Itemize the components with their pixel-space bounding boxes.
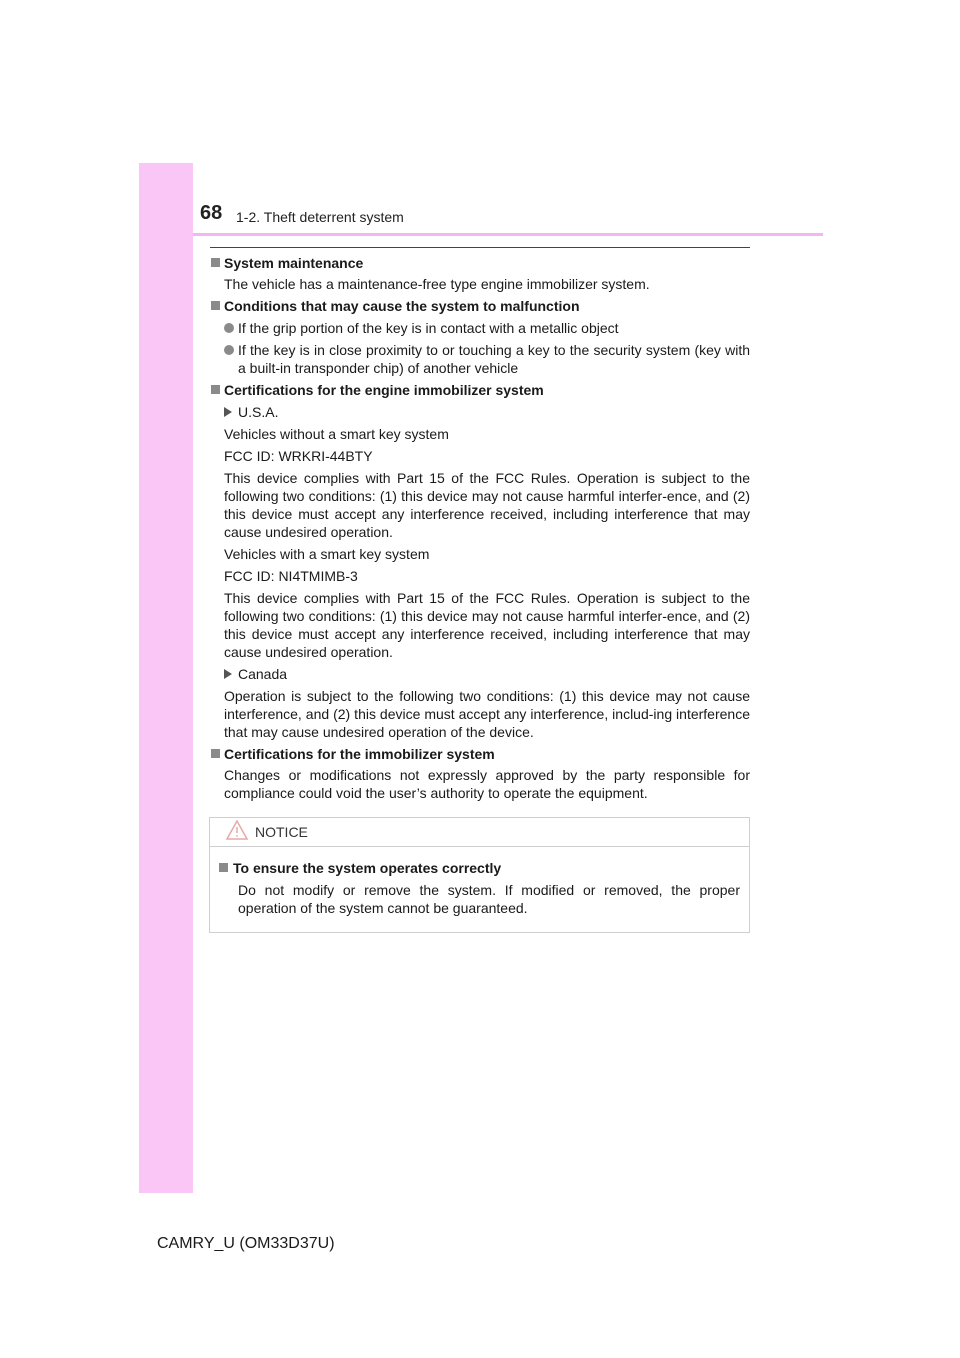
- immobilizer-cert-text: Changes or modifications not expressly approved by the party responsible for compliance could void the user’s authority to operate the equipment.: [224, 767, 750, 801]
- warning-triangle-icon: [226, 820, 248, 840]
- arrow-right-icon: [224, 407, 232, 417]
- fcc-text-1: This device complies with Part 15 of the FCC Rules. Operation is subject to the following two conditions: (1) this device may not cause harmful interfer-ence, and (2) this device must accept any interference received, including interference that may cause undesired operation.: [224, 470, 750, 540]
- arrow-right-icon: [224, 669, 232, 679]
- usa-subheading: U.S.A.: [210, 403, 750, 421]
- heading-immobilizer-cert: Certifications for the immobilizer system: [210, 745, 750, 763]
- section-title: 1-2. Theft deterrent system: [236, 209, 404, 225]
- heading-system-maintenance: System maintenance: [210, 254, 750, 272]
- canada-subheading: Canada: [210, 665, 750, 683]
- square-bullet-icon: [211, 749, 220, 758]
- list-item: If the grip portion of the key is in contact with a metallic object: [210, 319, 750, 337]
- notice-label: NOTICE: [255, 824, 308, 840]
- round-bullet-icon: [224, 345, 234, 355]
- content: [210, 254, 750, 802]
- content-rule: [210, 247, 750, 248]
- footer-model-code: CAMRY_U (OM33D37U): [157, 1235, 335, 1252]
- no-smart-key-label: Vehicles without a smart key system: [224, 426, 449, 442]
- page-number: 68: [200, 202, 223, 224]
- smart-key-label: Vehicles with a smart key system: [224, 546, 430, 562]
- square-bullet-icon: [211, 301, 220, 310]
- notice-body: [210, 847, 749, 917]
- square-bullet-icon: [211, 258, 220, 267]
- notice-box: [209, 817, 750, 933]
- notice-heading: To ensure the system operates correctly: [219, 859, 740, 877]
- heading-engine-cert: Certifications for the engine immobilizer system: [210, 381, 750, 399]
- fcc-id-2: FCC ID: NI4TMIMB-3: [224, 568, 358, 584]
- notice-text: Do not modify or remove the system. If modified or removed, the proper operation of the system cannot be guaranteed.: [238, 882, 740, 916]
- square-bullet-icon: [219, 863, 228, 872]
- square-bullet-icon: [211, 385, 220, 394]
- maintenance-text: The vehicle has a maintenance-free type engine immobilizer system.: [224, 276, 650, 292]
- fcc-id-1: FCC ID: WRKRI-44BTY: [224, 448, 373, 464]
- heading-malfunction: Conditions that may cause the system to malfunction: [210, 297, 750, 315]
- round-bullet-icon: [224, 323, 234, 333]
- notice-header: [210, 818, 749, 847]
- canada-text: Operation is subject to the following two conditions: (1) this device may not cause interference, and (2) this device must accept any interference, includ-ing interference that may cause undesired operation of the device.: [224, 688, 750, 740]
- fcc-text-2: This device complies with Part 15 of the FCC Rules. Operation is subject to the following two conditions: (1) this device may not cause harmful interfer-ence, and (2) this device must accept any interference received, including interference that may cause undesired operation.: [224, 590, 750, 660]
- header-rule: [193, 233, 823, 236]
- list-item: If the key is in close proximity to or touching a key to the security system (key with a built-in transponder chip) of another vehicle: [210, 341, 750, 377]
- side-tab: [139, 163, 193, 1193]
